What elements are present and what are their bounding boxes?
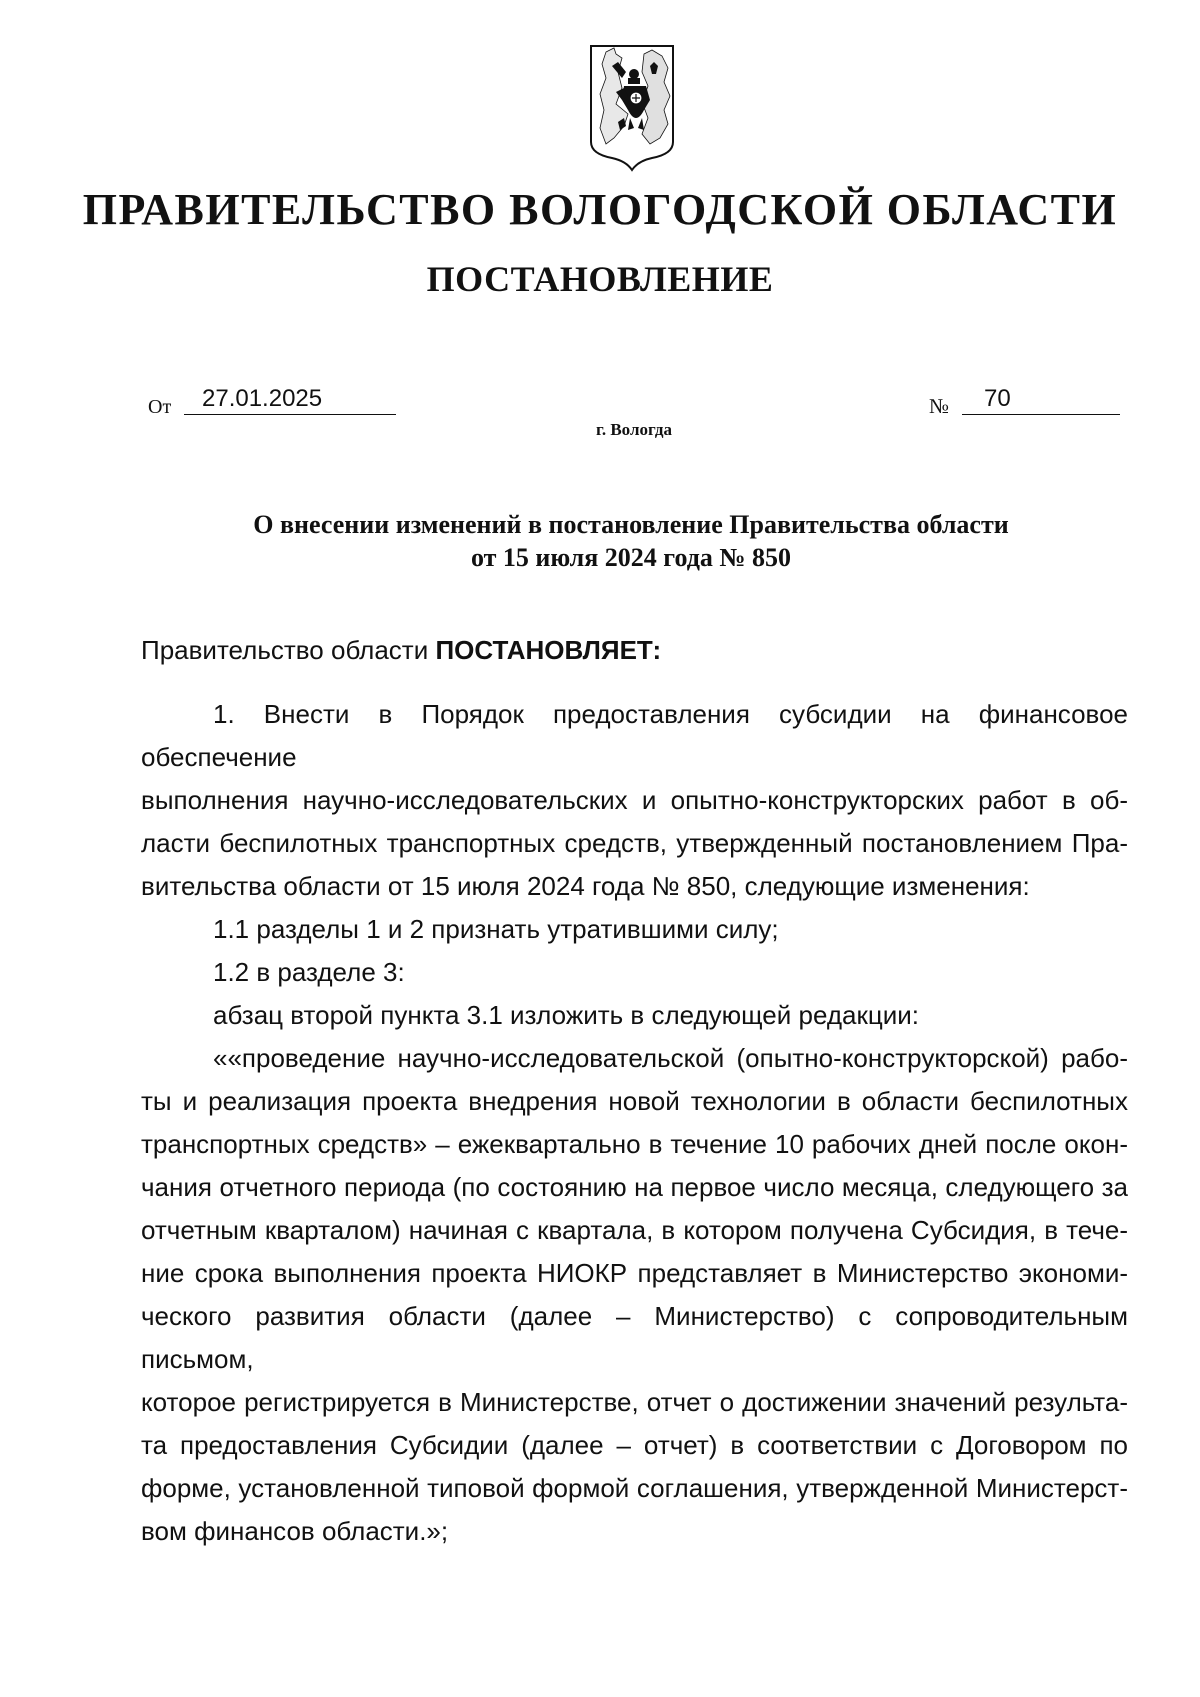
body-line: вительства области от 15 июля 2024 года № 850, следующие изменения:	[141, 871, 1030, 901]
subject-line: О внесении изменений в постановление Правительства области	[253, 510, 1009, 539]
document-date: 27.01.2025	[184, 384, 396, 415]
number-label: №	[929, 394, 950, 418]
subject-line: от 15 июля 2024 года № 850	[471, 543, 791, 572]
body-line: вом финансов области.»;	[141, 1516, 449, 1546]
preamble-text: Правительство области	[141, 635, 436, 665]
body-line: транспортных средств» – ежеквартально в течение 10 рабочих дней после окон-	[141, 1129, 1128, 1159]
body-line: ласти беспилотных транспортных средств, утвержденный постановлением Пра-	[141, 828, 1128, 858]
date-label: От	[148, 396, 172, 418]
body-line: 1.2 в разделе 3:	[213, 957, 405, 987]
body-line: ческого развития области (далее – Министерство) с сопроводительным письмом,	[141, 1301, 1128, 1374]
preamble-keyword: ПОСТАНОВЛЯЕТ:	[435, 635, 662, 665]
body-line: 1. Внести в Порядок предоставления субсидии на финансовое обеспечение	[141, 699, 1128, 772]
document-type: ПОСТАНОВЛЕНИЕ	[426, 259, 774, 299]
document-subject	[0, 508, 1200, 574]
document-body	[141, 693, 1128, 1553]
body-line: 1.1 разделы 1 и 2 признать утратившими силу;	[213, 914, 779, 944]
coat-of-arms-icon	[588, 44, 676, 172]
body-line: ««проведение научно-исследовательской (опытно-конструкторской) рабо-	[213, 1043, 1128, 1073]
city: г. Вологда	[596, 420, 672, 439]
body-line: абзац второй пункта 3.1 изложить в следующей редакции:	[213, 1000, 919, 1030]
body-line: выполнения научно-исследовательских и опытно-конструкторских работ в об-	[141, 785, 1128, 815]
body-line: та предоставления Субсидии (далее – отчет) в соответствии с Договором по	[141, 1430, 1128, 1460]
body-line: ты и реализация проекта внедрения новой технологии в области беспилотных	[141, 1086, 1128, 1116]
body-line: отчетным кварталом) начиная с квартала, в котором получена Субсидия, в тече-	[141, 1215, 1128, 1245]
government-title: ПРАВИТЕЛЬСТВО ВОЛОГОДСКОЙ ОБЛАСТИ	[82, 185, 1118, 234]
document-number: 70	[962, 384, 1120, 415]
body-line: ние срока выполнения проекта НИОКР представляет в Министерство экономи-	[141, 1258, 1128, 1288]
body-line: которое регистрируется в Министерстве, отчет о достижении значений результа-	[141, 1387, 1128, 1417]
body-line: чания отчетного периода (по состоянию на первое число месяца, следующего за	[141, 1172, 1128, 1202]
preamble	[141, 635, 661, 666]
body-line: форме, установленной типовой формой соглашения, утвержденной Министерст-	[141, 1473, 1128, 1503]
